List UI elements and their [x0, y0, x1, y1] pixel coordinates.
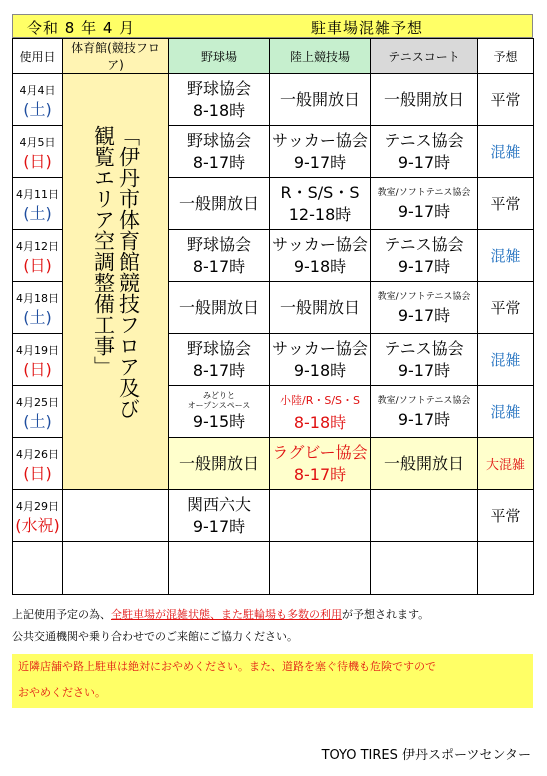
gym-note-line: 」 [91, 355, 116, 377]
track-line: 一般開放日 [279, 89, 360, 109]
footer-organization: TOYO TIRES 伊丹スポーツセンター [321, 748, 531, 763]
tennis-line: 教室/ソフトテニス協会 [377, 291, 471, 302]
baseball-line: 8-17時 [192, 360, 246, 380]
track-line: サッカー協会 [272, 130, 368, 150]
date-cell [13, 230, 63, 282]
baseball-line: 9-17時 [192, 516, 246, 536]
warning-line-2: おやめください。 [18, 686, 106, 699]
track-line: 12-18時 [288, 204, 352, 224]
baseball-line: 野球協会 [186, 338, 251, 358]
tennis-cell [371, 438, 478, 490]
baseball-cell [169, 74, 270, 126]
track-cell [270, 230, 371, 282]
baseball-cell [169, 438, 270, 490]
track-cell [270, 126, 371, 178]
notes [12, 604, 533, 648]
date-cell [13, 334, 63, 386]
header-tennis: テニスコート [371, 39, 478, 74]
baseball-line: 一般開放日 [178, 297, 259, 317]
track-line: 9-18時 [293, 256, 347, 276]
empty-cell [13, 542, 63, 595]
note-text: が予想されます。 [342, 608, 430, 621]
gym-cell [63, 490, 169, 542]
weekday-label: (土) [23, 411, 52, 431]
baseball-cell [169, 386, 270, 438]
track-line: ラグビー協会 [272, 442, 368, 462]
prediction-cell: 平常 [478, 74, 534, 126]
date-label: 4月19日 [16, 343, 59, 357]
date-label: 4月18日 [16, 291, 59, 305]
tennis-line: 一般開放日 [383, 89, 464, 109]
tennis-line: テニス協会 [384, 234, 464, 254]
schedule-body [13, 74, 534, 595]
prediction-cell: 平常 [478, 490, 534, 542]
gym-note-line: 「 [116, 124, 141, 146]
track-line: 9-17時 [293, 152, 347, 172]
track-cell [270, 178, 371, 230]
gym-note-line: 観覧エリア空調整備工事 [91, 124, 116, 356]
weekday-label: (土) [23, 99, 52, 119]
baseball-line: 一般開放日 [178, 193, 259, 213]
warning-line-1: 近隣店舗や路上駐車は絶対におやめください。また、道路を塞ぐ待機も危険ですので [18, 660, 436, 673]
baseball-cell [169, 126, 270, 178]
date-label: 4月26日 [16, 447, 59, 461]
gym-note-line: 体育館 [116, 208, 141, 272]
note-highlight: 全駐車場が混雑状態、また駐輪場も多数の利用 [111, 608, 342, 621]
prediction-cell: 混雑 [478, 334, 534, 386]
empty-cell [371, 542, 478, 595]
track-cell [270, 386, 371, 438]
tennis-line: 9-17時 [397, 256, 451, 276]
date-label: 4月4日 [19, 83, 56, 97]
empty-cell [478, 542, 534, 595]
table-row [13, 542, 534, 595]
date-cell [13, 126, 63, 178]
schedule-table [12, 38, 534, 595]
empty-cell [270, 542, 371, 595]
tennis-cell [371, 386, 478, 438]
table-row [13, 74, 534, 126]
empty-cell [63, 542, 169, 595]
weekday-label: (土) [23, 203, 52, 223]
baseball-cell [169, 230, 270, 282]
date-cell [13, 490, 63, 542]
header-row [13, 39, 534, 74]
track-cell [270, 490, 371, 542]
prediction-cell: 大混雑 [478, 438, 534, 490]
baseball-line: 野球協会 [186, 130, 251, 150]
baseball-line: 一般開放日 [178, 453, 259, 473]
table-row [13, 490, 534, 542]
tennis-line: テニス協会 [384, 338, 464, 358]
weekday-label: (水祝) [15, 515, 60, 535]
title-bar [12, 14, 533, 38]
weekday-label: (日) [23, 359, 52, 379]
weekday-label: (土) [23, 307, 52, 327]
tennis-cell [371, 230, 478, 282]
date-label: 4月11日 [16, 187, 59, 201]
track-line: 一般開放日 [279, 297, 360, 317]
date-label: 4月5日 [19, 135, 56, 149]
tennis-line: 教室/ソフトテニス協会 [377, 395, 471, 406]
header-prediction: 予想 [478, 39, 534, 74]
baseball-line: 野球協会 [186, 78, 251, 98]
track-cell [270, 334, 371, 386]
gym-note-line: 伊丹市 [116, 145, 141, 209]
track-line: サッカー協会 [272, 234, 368, 254]
tennis-line: 教室/ソフトテニス協会 [377, 187, 471, 198]
tennis-line: 9-17時 [397, 305, 451, 325]
date-label: 4月12日 [16, 239, 59, 253]
header-track: 陸上競技場 [270, 39, 371, 74]
gym-closure-note [91, 125, 141, 435]
track-line: 小陸/R・S/S・S [279, 393, 360, 407]
header-date: 使用日 [13, 39, 63, 74]
tennis-cell [371, 334, 478, 386]
tennis-cell [371, 178, 478, 230]
prediction-cell: 混雑 [478, 386, 534, 438]
date-label: 4月25日 [16, 395, 59, 409]
gym-cell [63, 74, 169, 490]
empty-cell [169, 542, 270, 595]
weekday-label: (日) [23, 463, 52, 483]
note-text: 上記使用予定の為、 [12, 608, 111, 621]
track-line: R・S/S・S [280, 182, 360, 202]
tennis-cell [371, 74, 478, 126]
track-cell [270, 438, 371, 490]
tennis-line: 一般開放日 [383, 453, 464, 473]
tennis-line: 9-17時 [397, 360, 451, 380]
header-baseball: 野球場 [169, 39, 270, 74]
date-cell [13, 74, 63, 126]
prediction-cell: 混雑 [478, 126, 534, 178]
baseball-line: 関西六大 [186, 494, 251, 514]
prediction-cell: 混雑 [478, 230, 534, 282]
baseball-line: 8-17時 [192, 152, 246, 172]
track-cell [270, 282, 371, 334]
header-gym: 体育館(競技フロア) [63, 39, 169, 74]
month-title: 令和 8 年 4 月 [27, 19, 136, 37]
date-cell [13, 386, 63, 438]
tennis-cell [371, 282, 478, 334]
baseball-cell [169, 282, 270, 334]
weekday-label: (日) [23, 151, 52, 171]
baseball-line: 8-17時 [192, 256, 246, 276]
date-cell [13, 438, 63, 490]
prediction-cell: 平常 [478, 178, 534, 230]
tennis-line: 9-17時 [397, 409, 451, 429]
tennis-line: テニス協会 [384, 130, 464, 150]
note-line-2: 公共交通機関や乗り合わせでのご来館にご協力ください。 [12, 630, 298, 643]
track-line: サッカー協会 [272, 338, 368, 358]
baseball-line: 9-15時 [192, 411, 246, 431]
baseball-cell [169, 178, 270, 230]
track-line: 8-17時 [293, 464, 347, 484]
date-cell [13, 282, 63, 334]
gym-note-line: 競技フロア及び [116, 271, 141, 419]
track-line: 8-18時 [293, 412, 347, 432]
tennis-cell [371, 126, 478, 178]
track-cell [270, 74, 371, 126]
tennis-cell [371, 490, 478, 542]
tennis-line: 9-17時 [397, 152, 451, 172]
prediction-cell: 平常 [478, 282, 534, 334]
date-label: 4月29日 [16, 499, 59, 513]
baseball-line: 8-18時 [192, 100, 246, 120]
baseball-line: みどりと [203, 390, 235, 400]
page-title: 駐車場混雑予想 [311, 19, 424, 37]
tennis-line: 9-17時 [397, 201, 451, 221]
weekday-label: (日) [23, 255, 52, 275]
baseball-cell [169, 334, 270, 386]
baseball-line: オープンスペース [187, 400, 251, 410]
note-line-1 [12, 604, 533, 626]
baseball-cell [169, 490, 270, 542]
track-line: 9-18時 [293, 360, 347, 380]
warning-box [12, 654, 533, 708]
date-cell [13, 178, 63, 230]
baseball-line: 野球協会 [186, 234, 251, 254]
